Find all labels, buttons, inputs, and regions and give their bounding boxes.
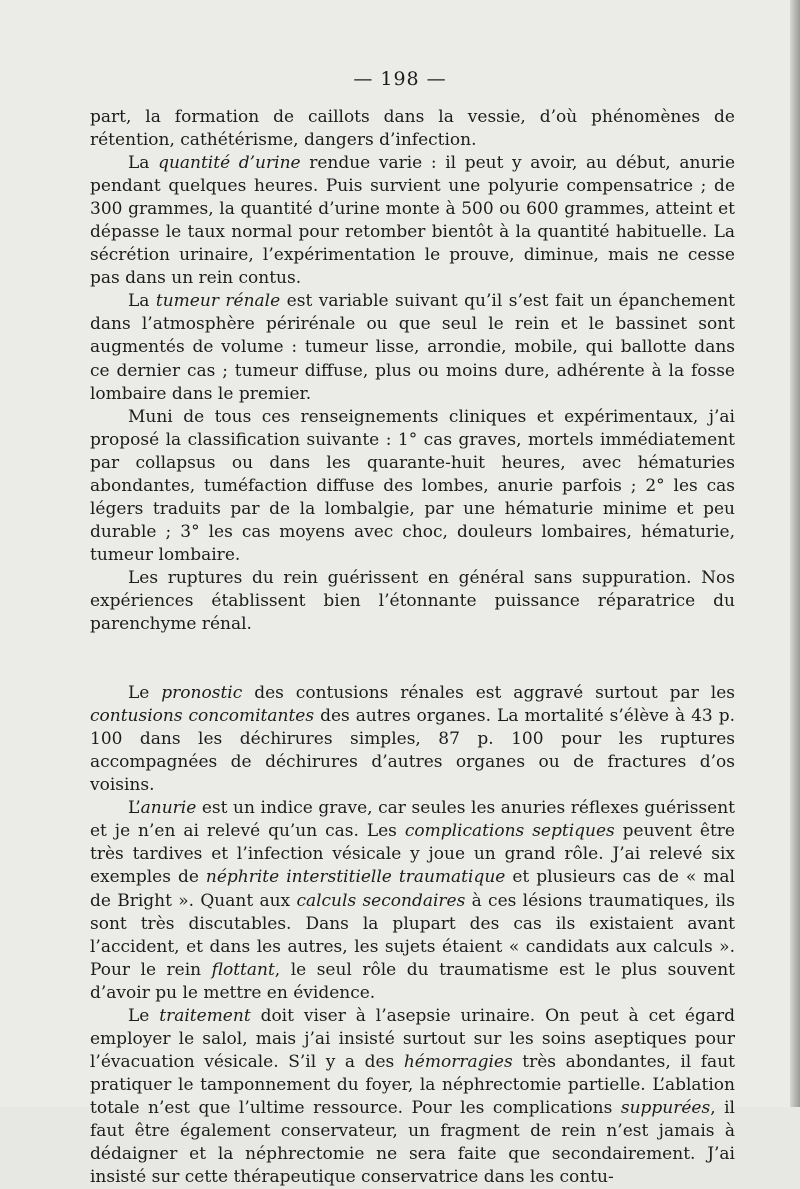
text-run: doit viser à l’asepsie urinaire. On peut à cet égard employer le salol, mais j’ai insisté surtout sur les soins aseptiques pour l’évacuation vésicale. S’il y a des (90, 1005, 735, 1072)
paragraph (90, 682, 735, 797)
italic-term: contusions concomitantes (90, 706, 315, 727)
paragraph (90, 152, 735, 290)
text-run: part, la formation de caillots dans la vessie, d’où phénomènes de rétention, cathétérisme, dangers d’infection. (90, 107, 735, 151)
text-run: Les ruptures du rein guérissent en général sans suppuration. Nos expériences établissent bien l’étonnante puissance réparatrice du parenchyme rénal. (90, 567, 735, 635)
text-run: L’ (128, 798, 141, 819)
text-run: peuvent être très tardives et l’infection vésicale y joue un grand rôle. J’ai relevé six exemples de (90, 821, 735, 888)
text-run: Le (128, 683, 162, 704)
text-run: Muni de tous ces renseignements cliniques et expérimentaux, j’ai proposé la classification suivante : 1° cas graves, mortels immédiatement par collapsus ou dans les quarante-huit heures, avec hématuries abondantes, tuméfaction diffuse des lombes, anurie parfois ; 2° les cas légers traduits par de la lombalgie, par une hématurie minime et peu durable ; 3° les cas moyens avec choc, douleurs lombaires, hématurie, tumeur lombaire. (90, 406, 735, 565)
text-run: à ces lésions traumatiques, ils sont très discutables. Dans la plupart des cas ils existaient avant l’accident, et dans les autres, les sujets étaient « candidats aux calculs ». Pour le rein (90, 890, 736, 980)
italic-term: flottant (211, 959, 275, 980)
text-run: des contusions rénales est aggravé surtout par les (242, 683, 735, 704)
text-run: La (128, 153, 159, 174)
italic-term: suppurées (620, 1097, 711, 1118)
paragraph (90, 797, 735, 1004)
italic-term: néphrite interstitielle traumatique (205, 867, 506, 888)
paragraph (90, 567, 735, 636)
text-run: , il faut être également conservateur, un fragment de rein n’est jamais à dédaigner et la néphrectomie ne sera faite que secondairement. J’ai insisté sur cette thérapeutique conservatrice dans les contu- (90, 1097, 735, 1188)
text-run: est un indice grave, car seules les anuries réflexes guérissent et je n’en ai relevé qu’un cas. Les (90, 798, 735, 842)
text-run: est variable suivant qu’il s’est fait un épanchement dans l’atmosphère périrénale ou que seul le rein et le bassinet sont augmentés de volume : tumeur lisse, arrondie, mobile, qui ballotte dans ce dernier cas ; tumeur diffuse, plus ou moins dure, adhérente à la fosse lombaire dans le premier. (90, 291, 735, 404)
italic-term: complications septiques (404, 821, 615, 842)
text-run: rendue varie : il peut y avoir, au début, anurie pendant quelques heures. Puis survient une polyurie compensatrice ; de 300 grammes, la quantité d’urine monte à 500 ou 600 grammes, atteint et dépasse le taux normal pour retomber bientôt à la quantité habituelle. La sécrétion urinaire, l’expérimentation le prouve, diminue, mais ne cesse pas dans un rein contus. (90, 153, 735, 289)
italic-term: anurie (140, 798, 197, 819)
italic-term: calculs secondaires (296, 890, 466, 911)
italic-term: hémorragies (403, 1051, 513, 1072)
paragraph (90, 106, 735, 152)
body-text (90, 106, 735, 1189)
italic-term: quantité d’urine (158, 153, 301, 174)
text-run: , le seul rôle du traumatisme est le plus souvent d’avoir pu le mettre en évidence. (90, 959, 736, 1003)
text-run: et plusieurs cas de « mal de Bright ». Quant aux (90, 867, 735, 911)
page-number: — 198 — (353, 68, 447, 90)
paragraph (90, 1005, 735, 1189)
paragraph (90, 406, 735, 567)
text-run: La (128, 291, 156, 312)
text-run: très abondantes, il faut pratiquer le tamponnement du foyer, la néphrectomie partielle. L’ablation totale n’est que l’ultime ressource. Pour les complications (90, 1051, 735, 1118)
book-spine-shadow (790, 0, 800, 1107)
italic-term: pronostic (161, 683, 243, 704)
paragraph (90, 290, 735, 405)
text-run: des autres organes. La mortalité s’élève à 43 p. 100 dans les déchirures simples, 87 p. 100 pour les ruptures accompagnées de déchirures d’autres organes ou de fractures d’os voisins. (90, 706, 735, 796)
italic-term: traitement (159, 1005, 251, 1026)
text-run: Le (128, 1005, 160, 1026)
italic-term: tumeur rénale (155, 291, 281, 312)
